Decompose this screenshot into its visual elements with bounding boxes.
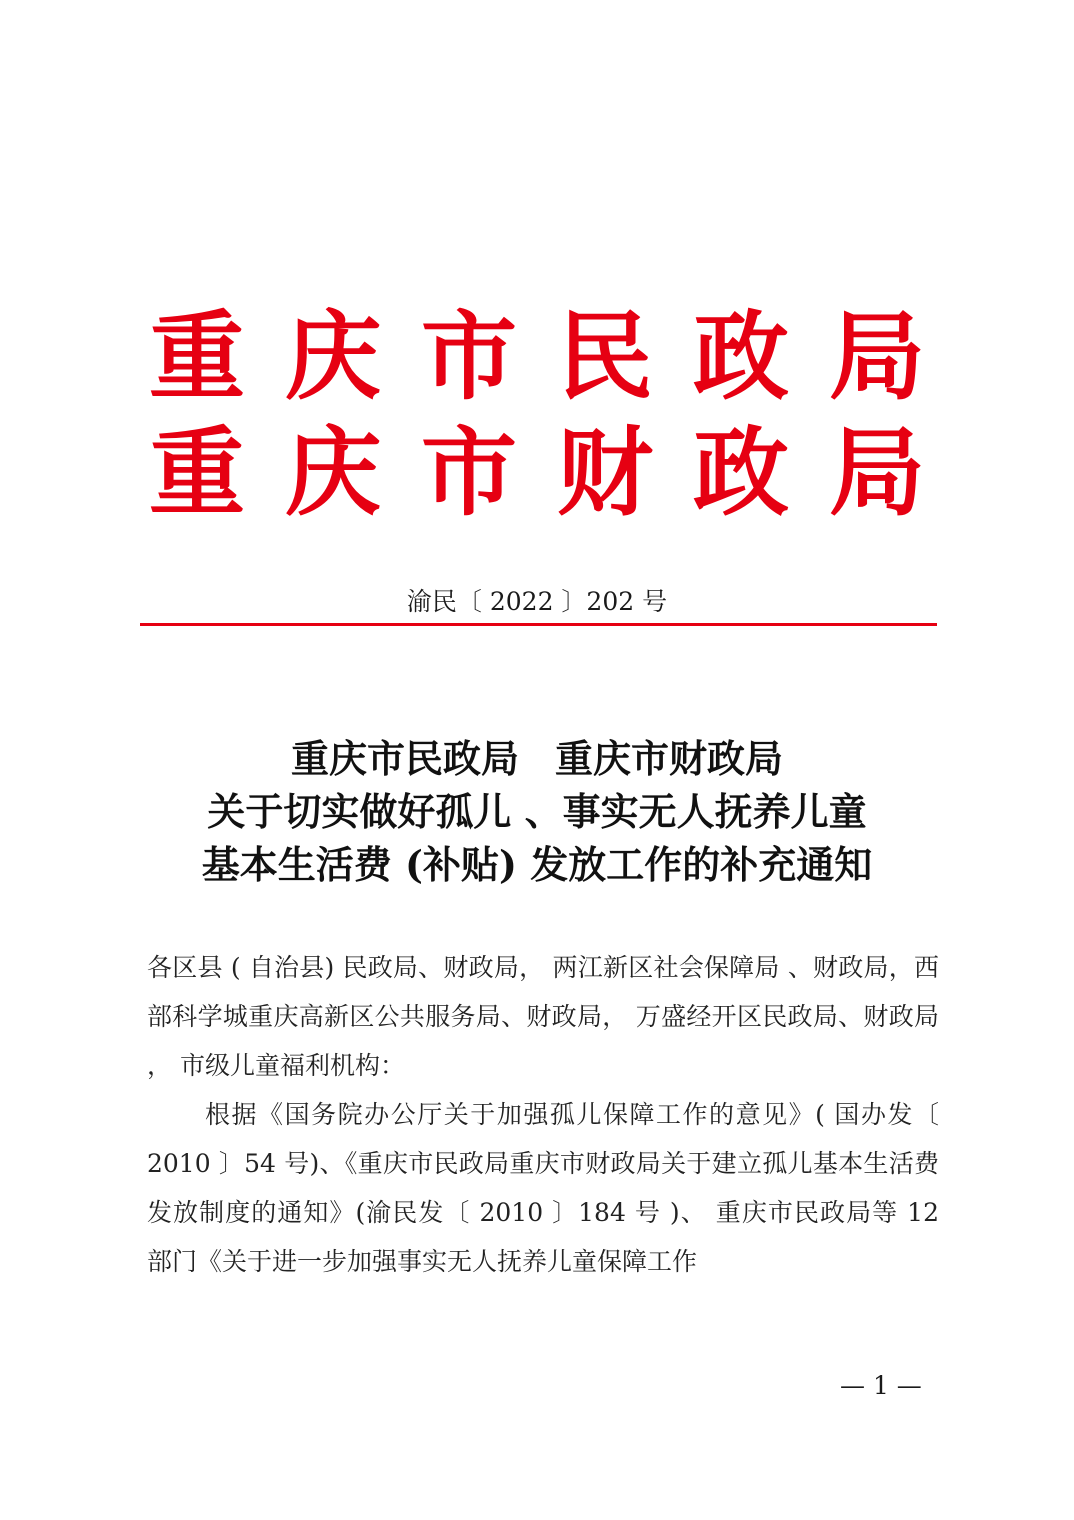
title-line-3: 基本生活费 (补贴) 发放工作的补充通知 — [201, 842, 873, 887]
title-line-1 — [0, 732, 1074, 785]
recipients-paragraph: 各区县 ( 自治县) 民政局、财政局， 两江新区社会保障局 、财政局，西部科学城重庆高新区公共服务局、财政局， 万盛经开区民政局、财政局 ， 市级儿童福利机构： — [147, 953, 939, 1080]
title-issuer-2: 重庆市财政局 — [555, 736, 784, 781]
document-body — [147, 943, 939, 1286]
issuer-header-finance-text: 重庆市财政局 — [149, 416, 965, 529]
document-title — [0, 732, 1074, 891]
issuer-header-finance — [0, 418, 1074, 528]
title-issuer-1: 重庆市民政局 — [290, 736, 519, 781]
title-line-2: 关于切实做好孤儿 、事实无人抚养儿童 — [207, 789, 867, 834]
red-separator-line — [140, 623, 937, 626]
page-number: — 1 — — [840, 1371, 922, 1400]
issuer-header-civil-affairs-text: 重庆市民政局 — [149, 300, 965, 413]
issuer-header-civil-affairs — [0, 302, 1074, 412]
body-paragraph-1: 根据《国务院办公厅关于加强孤儿保障工作的意见》( 国办发〔 2010 〕54 号)、《重庆市民政局重庆市财政局关于建立孤儿基本生活费发放制度的通知》(渝民发〔 2010 〕184 号 )、 重庆市民政局等 12 部门《关于进一步加强事实无人抚养儿童保障工作 — [147, 1100, 939, 1276]
document-number: 渝民〔 2022 〕202 号 — [406, 587, 668, 616]
